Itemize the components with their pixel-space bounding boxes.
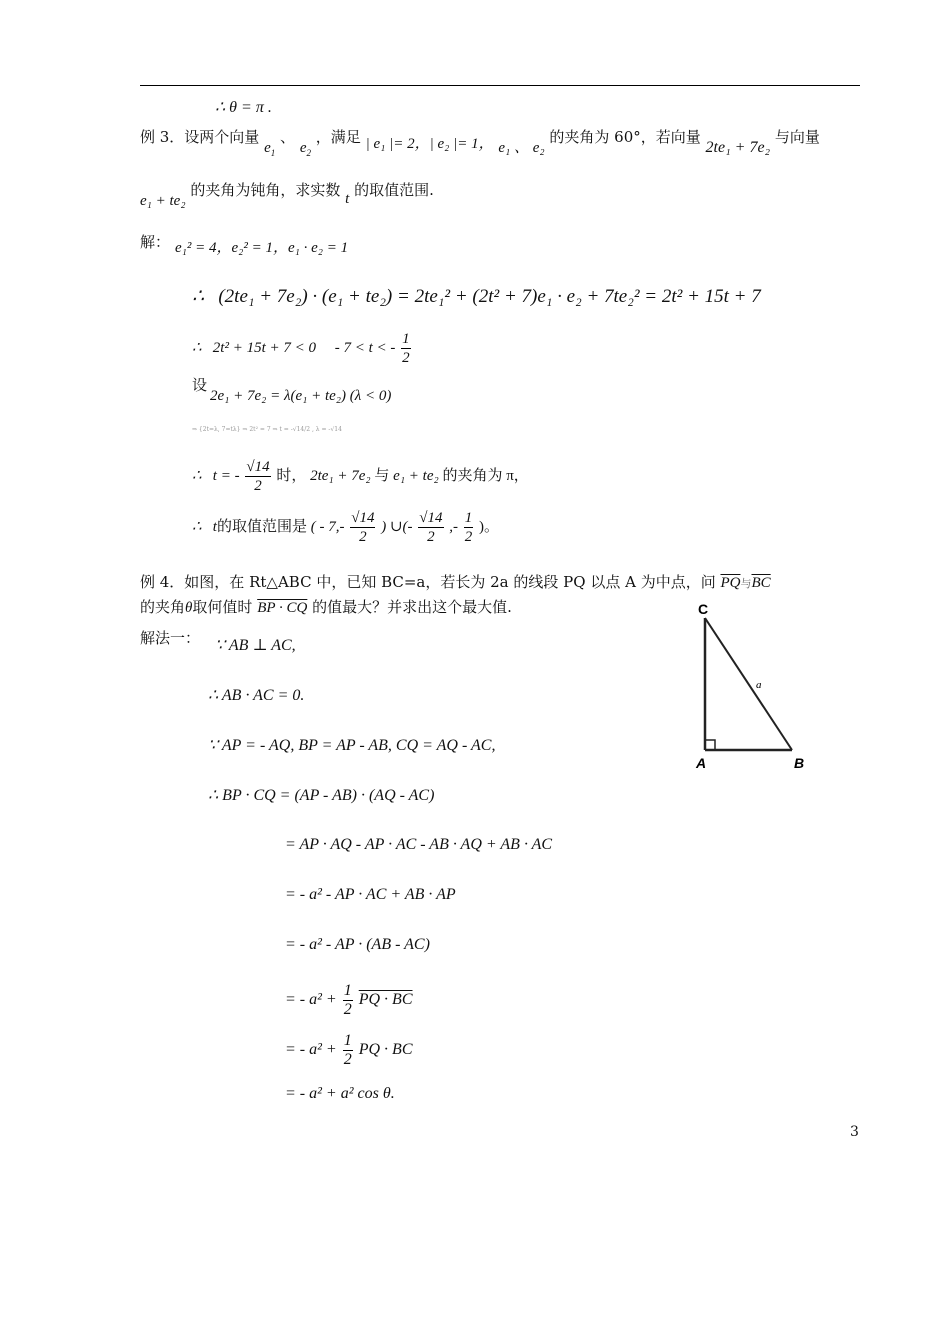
solution-label: 解： [140, 233, 171, 251]
side-bc [705, 618, 792, 750]
vertex-b: B [794, 755, 805, 771]
solution-line-4-label: 设 [192, 376, 208, 394]
faint-derivation: ⇒ {2t=λ, 7=tλ} ⇒ 2t² = 7 ⇒ t = -√14/2 , λ = -√14 [192, 426, 342, 433]
ex3-line2: e₁ + te₂ 的夹角为钝角，求实数 t 的取值范围. [140, 181, 434, 209]
ex4-line2: 的夹角θ取何值时 BP · CQ 的值最大？并求出这个最大值. [140, 598, 512, 616]
fraction-one-half: $\frac{1}{2}$ [402, 331, 410, 366]
ex4-step-4: ∴ BP · CQ = (AP - AB) · (AQ - AC) [208, 787, 435, 804]
solution-line-6: ∴ t的取值范围是 ( - 7,- $\frac{√14}{2}$ ) ∪(- $\frac{√14}{2}$ ,- $\frac{1}{2}$ )。 [192, 510, 500, 545]
ex3-condition: | e₁ |= 2，| e₂ |= 1， [365, 136, 494, 152]
ex4-solution-label: 解法一： [140, 629, 201, 647]
ex4-step-6: = - a² - AP · AC + AB · AP [285, 886, 456, 903]
page-number: 3 [850, 1124, 859, 1140]
solution-line-4: 2e₁ + 7e₂ = λ(e₁ + te₂) (λ < 0) [210, 388, 392, 404]
therefore-theta-pi: ∴ θ = π . [215, 99, 272, 116]
right-angle-mark [705, 740, 715, 750]
solution-line-1: e₁² = 4，e₂² = 1，e₁ · e₂ = 1 [175, 240, 349, 256]
solution-line-2: ∴ (2te₁ + 7e₂) · (e₁ + te₂) = 2te₁² + (2t² + 7)e₁ · e₂ + 7te₂² = 2t² + 15t + 7 [192, 286, 761, 307]
vertex-a: A [696, 755, 707, 771]
ex4-line1: 例 4．如图，在 Rt△ABC 中，已知 BC=a，若长为 2a 的线段 PQ 以点 A 为中点，问 $\overline{PQ}$与$\overline{BC}$ [140, 573, 771, 591]
ex3-vector-2: e₁ + te₂ [140, 193, 186, 209]
triangle-figure [690, 600, 820, 775]
ex4-step-1: ∵ AB ⊥ AC, [215, 637, 296, 654]
solution-line-5: ∴ t = - $\frac{√14}{2}$ 时， 2te₁ + 7e₂ 与 e₁ + te₂ 的夹角为 π， [192, 459, 529, 494]
ex3-line1: 例 3．设两个向量 $e_1$ 、 $e_2$ ，满足 | e₁ |= 2，| e₂ |= 1， e₁ 、 e₂ 的夹角为 60°，若向量 2te₁ + 7e₂ 与向量 [140, 128, 820, 158]
ex4-step-5: = AP · AQ - AP · AC - AB · AQ + AB · AC [285, 836, 553, 853]
header-rule [140, 85, 860, 86]
ex4-step-2: ∴ AB · AC = 0. [208, 687, 305, 704]
side-label-a: a [756, 679, 762, 691]
ex4-step-10: = - a² + a² cos θ. [285, 1085, 395, 1102]
ex3-title: 例 3．设两个向量 [140, 128, 260, 146]
ex4-step-8: = - a² + $\frac{1}{2}$ PQ · BC [285, 982, 413, 1018]
vertex-c: C [698, 601, 709, 617]
ex4-step-9: = - a² + $\frac{1}{2}$ PQ · BC [285, 1032, 413, 1068]
ex4-step-7: = - a² - AP · (AB - AC) [285, 936, 430, 953]
ex3-vector-1: 2te₁ + 7e₂ [705, 139, 771, 156]
solution-line-3: ∴ 2t² + 15t + 7 < 0 - 7 < t < - $\frac{1}{2}$ [192, 331, 410, 366]
ex4-step-3: ∵ AP = - AQ, BP = AP - AB, CQ = AQ - AC, [208, 737, 496, 754]
